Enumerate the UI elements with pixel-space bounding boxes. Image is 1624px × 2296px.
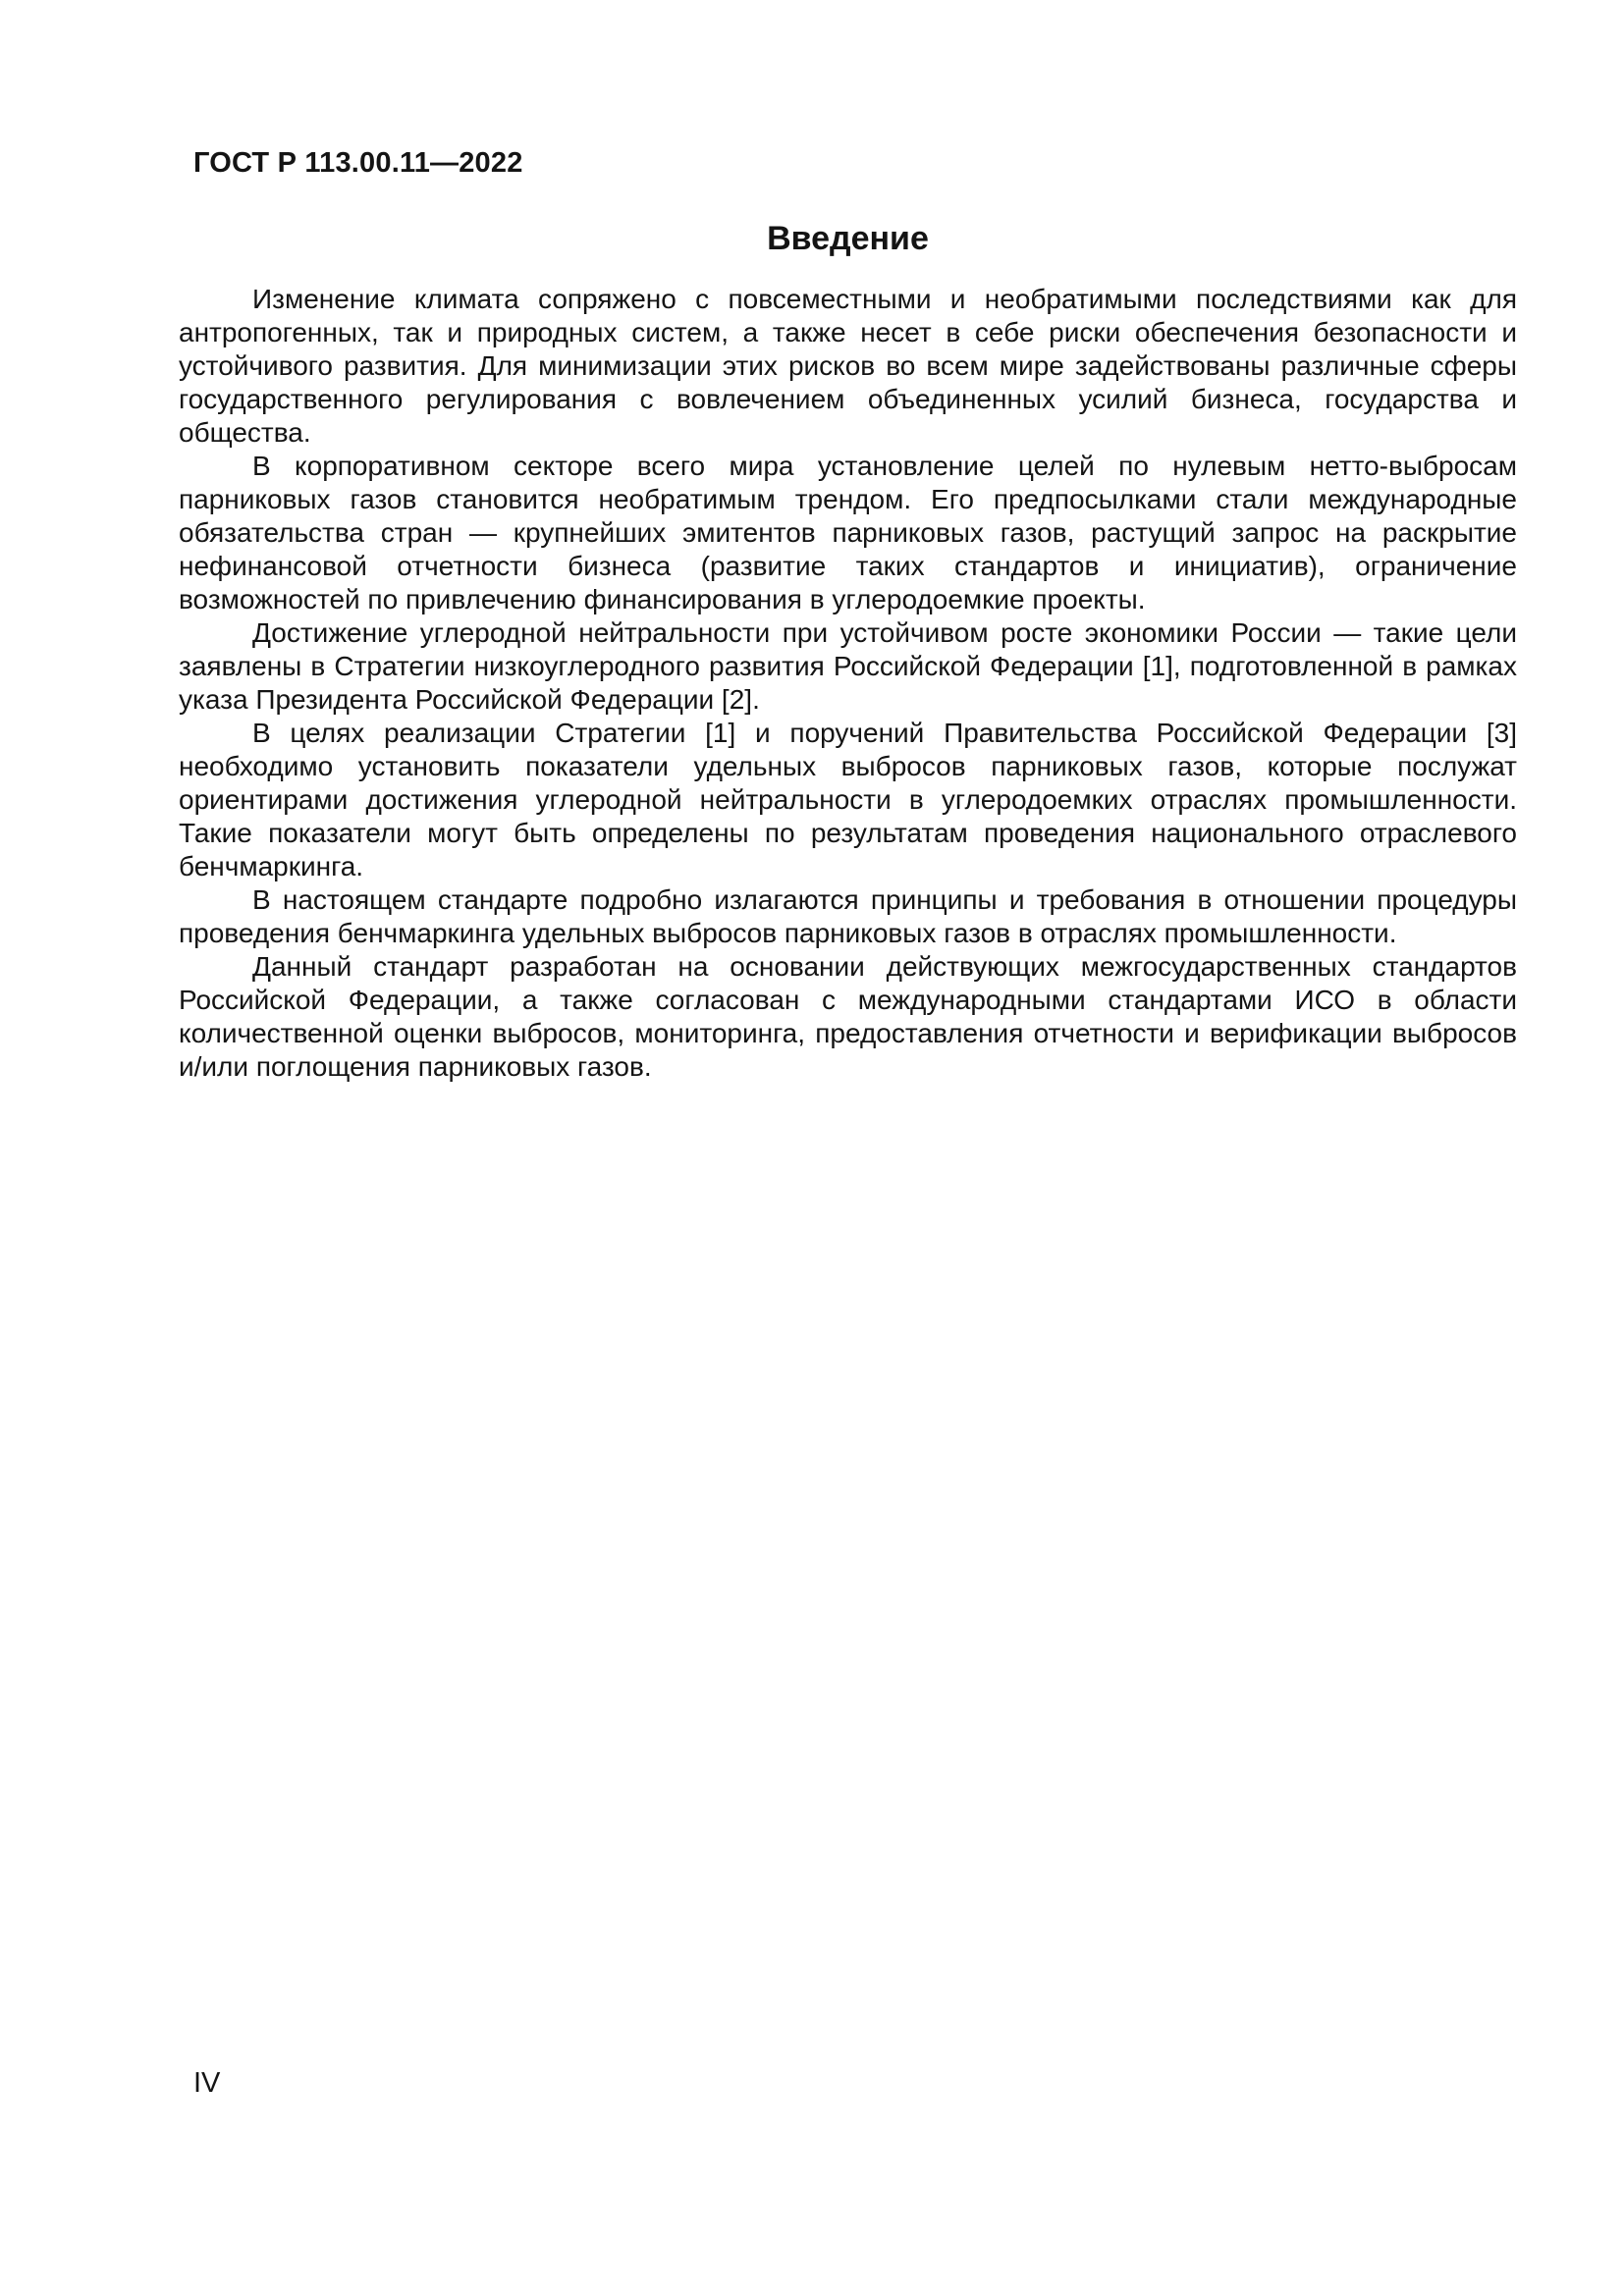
body-paragraph: В настоящем стандарте подробно излагаются принципы и требования в отношении процедуры проведения бенчмаркинга удельных выбросов парниковых газов в отраслях промышленности. — [179, 884, 1517, 948]
page-number: IV — [193, 2067, 221, 2099]
body-paragraph: Изменение климата сопряжено с повсеместными и необратимыми последствиями как для антропогенных, так и природных систем, а также несет в себе риски обеспечения безопасности и устойчивого развития. Для минимизации этих рисков во всем мире задействованы различные сферы государственного регулирования с вовлечением объединенных усилий бизнеса, государства и общества. — [179, 284, 1517, 448]
section-title: Введение — [767, 220, 929, 257]
body-paragraph: В целях реализации Стратегии [1] и поручений Правительства Российской Федерации [3] необходимо установить показатели удельных выбросов парниковых газов, которые послужат ориентирами достижения углеродной нейтральности в углеродоемких отраслях промышленности. Такие показатели могут быть определены по результатам проведения национального отраслевого бенчмаркинга. — [179, 718, 1517, 881]
body-paragraph: Данный стандарт разработан на основании действующих межгосударственных стандартов Российской Федерации, а также согласован с международными стандартами ИСО в области количественной оценки выбросов, мониторинга, предоставления отчетности и верификации выбросов и/или поглощения парниковых газов. — [179, 951, 1517, 1082]
body-paragraph: Достижение углеродной нейтральности при устойчивом росте экономики России — такие цели заявлены в Стратегии низкоуглеродного развития Российской Федерации [1], подготовленной в рамках указа Президента Российской Федерации [2]. — [179, 617, 1517, 715]
introduction-text-block — [179, 283, 1517, 1084]
body-paragraph: В корпоративном секторе всего мира установление целей по нулевым нетто-выбросам парниковых газов становится необратимым трендом. Его предпосылками стали международные обязательства стран — крупнейших эмитентов парниковых газов, растущий запрос на раскрытие нефинансовой отчетности бизнеса (развитие таких стандартов и инициатив), ограничение возможностей по привлечению финансирования в углеродоемкие проекты. — [179, 451, 1517, 614]
document-designation-header: ГОСТ Р 113.00.11—2022 — [193, 147, 523, 179]
